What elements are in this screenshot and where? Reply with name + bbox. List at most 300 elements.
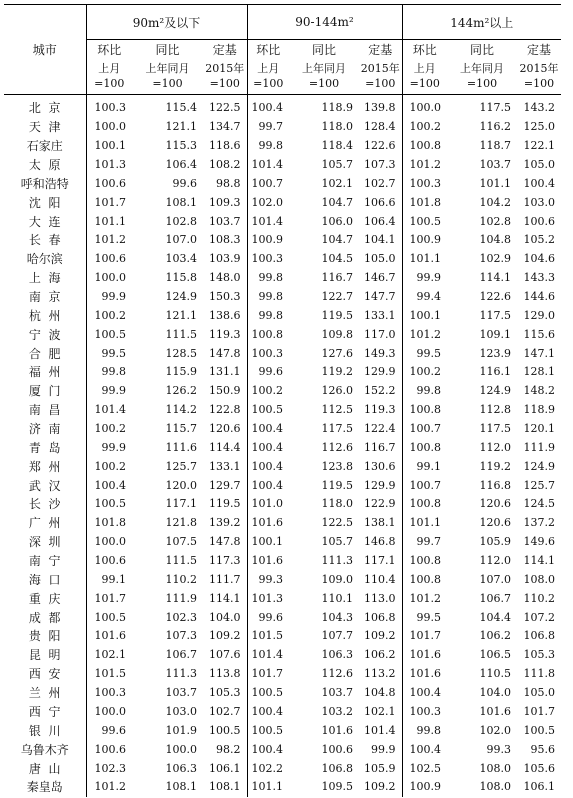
index-value: 100.4 (86, 476, 132, 495)
index-value: 115.4 (165, 101, 197, 115)
index-value: 100.1 (402, 306, 447, 325)
index-value: 101.2 (86, 231, 132, 250)
index-value: 100.4 (247, 703, 289, 722)
index-value: 116.1 (479, 365, 511, 379)
index-value: 125.0 (523, 120, 555, 134)
table-row (4, 118, 561, 137)
table-row (4, 759, 561, 778)
index-value: 107.6 (209, 648, 241, 662)
index-value: 100.7 (402, 476, 447, 495)
index-value: 104.7 (321, 233, 353, 247)
index-value: 103.7 (479, 158, 511, 171)
index-value: 130.6 (364, 459, 396, 473)
index-value: 122.9 (364, 497, 396, 511)
base-label-line2: =100 (209, 77, 240, 90)
city-name: 大 连 (4, 212, 86, 231)
index-value: 114.1 (523, 554, 555, 568)
index-value: 109.8 (321, 327, 353, 341)
table-row (4, 156, 561, 175)
index-value: 128.1 (523, 365, 555, 379)
index-value: 99.6 (86, 721, 132, 740)
index-value: 101.5 (86, 665, 132, 684)
index-value: 144.6 (523, 290, 555, 304)
index-value: 120.6 (479, 497, 511, 511)
index-value: 105.7 (321, 535, 353, 549)
index-value: 100.9 (402, 231, 447, 250)
base-label-line2: =100 (152, 77, 183, 90)
index-value: 110.2 (165, 572, 197, 586)
index-value: 134.7 (209, 120, 241, 134)
index-value: 119.2 (479, 459, 511, 473)
city-name: 厦 门 (4, 382, 86, 401)
index-value: 101.7 (86, 589, 132, 608)
index-value: 100.4 (402, 684, 447, 703)
city-name: 昆 明 (4, 646, 86, 665)
index-value: 101.0 (247, 495, 289, 514)
index-value: 99.5 (86, 344, 132, 363)
index-value: 101.6 (247, 552, 289, 571)
table-row (4, 495, 561, 514)
index-value: 101.2 (402, 325, 447, 344)
index-value: 117.5 (479, 101, 511, 115)
index-value: 104.1 (364, 233, 396, 247)
index-value: 100.8 (402, 137, 447, 156)
index-value: 108.0 (479, 780, 511, 794)
index-value: 99.3 (247, 570, 289, 589)
index-value: 122.7 (321, 290, 353, 304)
index-value: 99.6 (247, 363, 289, 382)
index-value: 116.7 (321, 271, 353, 285)
index-value: 100.2 (402, 363, 447, 382)
city-name: 南 昌 (4, 401, 86, 420)
index-value: 101.3 (86, 156, 132, 175)
index-value: 106.8 (523, 629, 555, 643)
index-value: 105.3 (523, 648, 555, 662)
index-value: 114.2 (165, 403, 197, 417)
index-value: 104.2 (479, 195, 511, 209)
index-value: 103.4 (165, 252, 197, 266)
index-value: 99.9 (86, 288, 132, 307)
index-value: 133.1 (364, 308, 396, 322)
base-label-line2: =100 (409, 77, 440, 90)
index-value: 129.0 (523, 308, 555, 322)
price-index-table (4, 4, 561, 797)
index-value: 111.5 (165, 554, 197, 568)
index-value: 124.9 (479, 384, 511, 398)
index-value: 149.6 (523, 535, 555, 549)
index-value: 99.4 (402, 288, 447, 307)
index-value: 109.2 (364, 780, 396, 794)
index-value: 147.1 (523, 346, 555, 360)
index-value: 101.2 (402, 589, 447, 608)
base-label-mom (247, 58, 289, 95)
index-value: 101.7 (86, 193, 132, 212)
base-label-mom (402, 58, 447, 95)
index-value: 102.1 (86, 646, 132, 665)
index-value: 111.9 (523, 440, 555, 454)
index-value: 111.9 (165, 591, 197, 605)
index-value: 123.9 (479, 346, 511, 360)
city-name: 海 口 (4, 570, 86, 589)
index-value: 99.6 (172, 176, 197, 190)
index-value: 100.4 (523, 176, 555, 190)
index-value: 109.0 (321, 572, 353, 586)
index-value: 99.9 (86, 438, 132, 457)
index-value: 104.7 (321, 195, 353, 209)
index-value: 112.8 (479, 403, 511, 417)
index-value: 107.2 (523, 610, 555, 624)
table-row (4, 306, 561, 325)
index-value: 101.1 (402, 250, 447, 269)
base-label-line1: 上月 (98, 62, 121, 75)
index-value: 119.2 (321, 365, 353, 379)
subheader-mom: 环比 (247, 40, 289, 59)
index-value: 105.6 (523, 761, 555, 775)
base-label-line2: =100 (308, 77, 340, 90)
index-value: 152.2 (364, 384, 396, 398)
index-value: 139.2 (209, 516, 241, 530)
index-value: 99.9 (86, 382, 132, 401)
index-value: 113.0 (364, 591, 396, 605)
index-value: 123.8 (321, 459, 353, 473)
index-value: 99.8 (247, 137, 289, 156)
base-label-fixed-base (359, 58, 402, 95)
subheader-mom: 环比 (86, 40, 132, 59)
index-value: 104.8 (479, 233, 511, 247)
index-value: 110.1 (321, 591, 353, 605)
index-value: 139.8 (364, 101, 396, 115)
index-value: 115.7 (165, 422, 197, 436)
index-value: 138.6 (209, 308, 241, 322)
table-row (4, 420, 561, 439)
index-value: 113.2 (364, 667, 396, 681)
index-value: 105.9 (364, 761, 396, 775)
index-value: 116.2 (479, 120, 511, 134)
index-value: 148.2 (523, 384, 555, 398)
city-name: 武 汉 (4, 476, 86, 495)
index-value: 126.0 (321, 384, 353, 398)
index-value: 120.0 (165, 478, 197, 492)
index-value: 106.8 (364, 610, 396, 624)
index-value: 112.0 (479, 440, 511, 454)
city-name: 长 沙 (4, 495, 86, 514)
index-value: 126.2 (165, 384, 197, 398)
index-value: 147.8 (209, 535, 241, 549)
index-value: 124.9 (165, 290, 197, 304)
city-name: 长 春 (4, 231, 86, 250)
subheader-fixed-base: 定基 (368, 43, 393, 57)
index-value: 110.2 (523, 591, 555, 605)
index-value: 100.6 (523, 214, 555, 228)
index-value: 118.9 (523, 403, 555, 417)
index-value: 101.8 (86, 514, 132, 533)
index-value: 109.5 (321, 780, 353, 794)
city-name: 乌鲁木齐 (4, 740, 86, 759)
index-value: 101.6 (402, 665, 447, 684)
index-value: 100.0 (86, 703, 132, 722)
index-value: 101.6 (479, 704, 511, 718)
index-value: 100.2 (86, 306, 132, 325)
index-value: 100.3 (86, 684, 132, 703)
index-value: 107.5 (165, 535, 197, 549)
index-value: 101.6 (86, 627, 132, 646)
index-value: 118.0 (321, 120, 353, 134)
index-value: 102.0 (479, 723, 511, 737)
base-label-line2: =100 (523, 77, 555, 90)
index-value: 138.1 (364, 516, 396, 530)
index-value: 125.7 (523, 478, 555, 492)
index-value: 118.9 (321, 101, 353, 115)
table-row (4, 684, 561, 703)
index-value: 150.9 (209, 384, 241, 398)
index-value: 122.5 (321, 516, 353, 530)
table-row (4, 608, 561, 627)
table-row (4, 401, 561, 420)
index-value: 112.6 (321, 440, 353, 454)
index-value: 100.0 (86, 269, 132, 288)
table-row (4, 552, 561, 571)
index-value: 101.2 (86, 778, 132, 797)
index-value: 106.1 (523, 780, 555, 794)
index-value: 122.4 (364, 422, 396, 436)
index-value: 100.9 (247, 231, 289, 250)
index-value: 100.4 (247, 95, 289, 118)
index-value: 129.7 (209, 478, 241, 492)
base-label-line1: 2015年 (205, 62, 245, 75)
index-value: 102.8 (479, 214, 511, 228)
index-value: 119.3 (364, 403, 396, 417)
index-value: 100.1 (86, 137, 132, 156)
index-value: 111.3 (321, 554, 353, 568)
index-value: 111.8 (523, 667, 555, 681)
index-value: 102.7 (209, 704, 241, 718)
index-value: 100.7 (247, 174, 289, 193)
index-value: 122.6 (364, 139, 396, 153)
index-value: 111.5 (165, 327, 197, 341)
index-value: 122.1 (523, 139, 555, 153)
index-value: 111.6 (165, 440, 197, 454)
index-value: 125.7 (165, 459, 197, 473)
index-value: 104.8 (364, 686, 396, 700)
index-value: 100.8 (402, 495, 447, 514)
index-value: 101.4 (247, 646, 289, 665)
city-name: 广 州 (4, 514, 86, 533)
base-label-line1: 上年同月 (302, 62, 346, 75)
index-value: 110.4 (364, 572, 396, 586)
index-value: 101.2 (402, 156, 447, 175)
index-value: 108.0 (479, 761, 511, 775)
index-value: 118.0 (321, 497, 353, 511)
index-value: 100.8 (402, 552, 447, 571)
index-value: 115.3 (165, 139, 197, 153)
index-value: 102.3 (86, 759, 132, 778)
city-name: 贵 阳 (4, 627, 86, 646)
index-value: 104.5 (321, 252, 353, 266)
index-value: 107.3 (364, 158, 396, 171)
table-row (4, 721, 561, 740)
table-row (4, 457, 561, 476)
index-value: 100.6 (86, 552, 132, 571)
index-value: 117.5 (479, 308, 511, 322)
index-value: 101.9 (165, 723, 197, 737)
index-value: 116.8 (479, 478, 511, 492)
table-row (4, 514, 561, 533)
index-value: 99.1 (86, 570, 132, 589)
index-value: 106.6 (364, 195, 396, 209)
index-value: 99.3 (486, 742, 511, 756)
index-value: 102.9 (479, 252, 511, 266)
index-value: 100.3 (402, 703, 447, 722)
city-name: 太 原 (4, 156, 86, 175)
index-value: 99.5 (402, 344, 447, 363)
index-value: 99.8 (402, 382, 447, 401)
city-name: 成 都 (4, 608, 86, 627)
subheader-yoy: 同比 (469, 43, 494, 57)
city-name: 南 京 (4, 288, 86, 307)
base-label-yoy (447, 58, 517, 95)
index-value: 101.8 (402, 193, 447, 212)
city-name: 福 州 (4, 363, 86, 382)
city-name: 杭 州 (4, 306, 86, 325)
index-value: 121.1 (165, 120, 197, 134)
city-name: 兰 州 (4, 684, 86, 703)
index-value: 101.1 (86, 212, 132, 231)
index-value: 98.8 (216, 176, 241, 190)
index-value: 105.9 (479, 535, 511, 549)
index-value: 114.1 (209, 591, 241, 605)
index-value: 117.1 (165, 497, 197, 511)
table-row (4, 344, 561, 363)
index-value: 117.5 (479, 422, 511, 436)
index-value: 99.8 (402, 721, 447, 740)
index-value: 101.6 (321, 723, 353, 737)
index-value: 103.7 (321, 686, 353, 700)
index-value: 101.6 (247, 514, 289, 533)
index-value: 109.2 (209, 629, 241, 643)
index-value: 100.4 (247, 740, 289, 759)
index-value: 102.0 (247, 193, 289, 212)
index-value: 100.5 (523, 723, 555, 737)
index-value: 104.6 (523, 252, 555, 266)
table-row (4, 95, 561, 118)
index-value: 114.1 (479, 271, 511, 285)
index-value: 104.0 (479, 686, 511, 700)
index-value: 102.1 (321, 176, 353, 190)
index-value: 131.1 (209, 365, 241, 379)
table-row (4, 665, 561, 684)
index-value: 105.2 (523, 233, 555, 247)
index-value: 102.7 (364, 176, 396, 190)
index-value: 108.1 (165, 195, 197, 209)
index-value: 101.5 (247, 627, 289, 646)
index-value: 100.6 (86, 174, 132, 193)
index-value: 103.9 (209, 252, 241, 266)
index-value: 99.1 (402, 457, 447, 476)
index-value: 105.0 (364, 252, 396, 266)
index-value: 99.9 (402, 269, 447, 288)
index-value: 100.3 (247, 250, 289, 269)
index-value: 120.1 (523, 422, 555, 436)
city-name: 天 津 (4, 118, 86, 137)
index-value: 103.2 (321, 704, 353, 718)
index-value: 99.6 (247, 608, 289, 627)
index-value: 115.9 (165, 365, 197, 379)
index-value: 137.2 (523, 516, 555, 530)
index-value: 99.8 (247, 269, 289, 288)
index-value: 105.7 (321, 158, 353, 171)
index-value: 147.8 (209, 346, 241, 360)
table-row (4, 212, 561, 231)
index-value: 143.3 (523, 271, 555, 285)
index-value: 100.4 (247, 457, 289, 476)
base-label-line2: =100 (94, 77, 125, 90)
base-label-line1: 上年同月 (460, 62, 504, 75)
index-value: 100.7 (402, 420, 447, 439)
city-name: 南 宁 (4, 552, 86, 571)
index-value: 103.0 (165, 704, 197, 718)
index-value: 100.0 (86, 533, 132, 552)
city-name: 西 宁 (4, 703, 86, 722)
index-value: 101.1 (479, 176, 511, 190)
index-value: 105.3 (209, 686, 241, 700)
index-value: 105.0 (523, 158, 555, 171)
index-value: 100.5 (402, 212, 447, 231)
index-value: 119.5 (321, 478, 353, 492)
index-value: 112.6 (321, 667, 353, 681)
index-value: 124.9 (523, 459, 555, 473)
index-value: 121.8 (165, 516, 197, 530)
table-row (4, 778, 561, 797)
index-value: 146.7 (364, 271, 396, 285)
index-value: 101.4 (247, 156, 289, 175)
index-value: 101.3 (247, 589, 289, 608)
index-value: 148.0 (209, 271, 241, 285)
table-row (4, 363, 561, 382)
index-value: 100.5 (86, 608, 132, 627)
index-value: 99.7 (247, 118, 289, 137)
subheader-fixed-base: 定基 (212, 43, 237, 57)
subheader-fixed-base: 定基 (526, 43, 551, 57)
index-value: 119.5 (321, 308, 353, 322)
index-value: 115.6 (523, 327, 555, 341)
index-value: 98.2 (216, 742, 241, 756)
index-value: 120.6 (209, 422, 241, 436)
index-value: 127.6 (321, 346, 353, 360)
city-name: 深 圳 (4, 533, 86, 552)
table-row (4, 325, 561, 344)
base-label-line2: =100 (365, 77, 396, 90)
index-value: 99.9 (371, 742, 396, 756)
index-value: 147.7 (364, 290, 396, 304)
index-value: 122.6 (479, 290, 511, 304)
index-value: 104.3 (321, 610, 353, 624)
index-value: 107.7 (321, 629, 353, 643)
index-value: 102.5 (402, 759, 447, 778)
index-value: 120.6 (479, 516, 511, 530)
index-value: 100.4 (247, 420, 289, 439)
city-name: 郑 州 (4, 457, 86, 476)
base-label-line1: 上年同月 (145, 62, 190, 75)
index-value: 100.0 (86, 118, 132, 137)
index-value: 101.7 (523, 704, 555, 718)
index-value: 100.5 (209, 723, 241, 737)
index-value: 149.3 (364, 346, 396, 360)
index-value: 100.2 (86, 457, 132, 476)
index-value: 109.3 (209, 195, 241, 209)
index-value: 122.5 (209, 101, 241, 115)
index-value: 102.2 (247, 759, 289, 778)
index-value: 108.0 (523, 572, 555, 586)
